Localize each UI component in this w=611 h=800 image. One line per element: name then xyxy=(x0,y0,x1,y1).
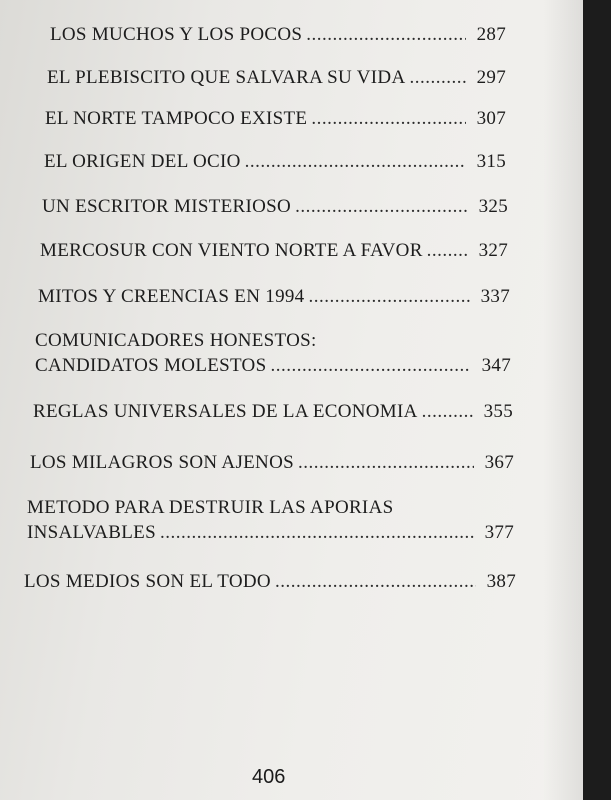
toc-entry-page: 367 xyxy=(484,452,514,473)
dot-leader xyxy=(298,452,474,474)
toc-entry xyxy=(24,571,516,593)
dot-leader xyxy=(409,67,466,89)
toc-entry-page: 347 xyxy=(481,355,511,376)
dot-leader xyxy=(270,355,471,377)
toc-entry-page: 307 xyxy=(476,108,506,129)
toc-entry-title: MITOS Y CREENCIAS EN 1994 xyxy=(38,286,305,307)
toc-entry-page: 327 xyxy=(478,240,508,261)
page-number: 406 xyxy=(252,766,286,788)
toc-entry xyxy=(27,497,514,544)
toc-entry-page: 377 xyxy=(484,522,514,543)
toc-entry-title: LOS MUCHOS Y LOS POCOS xyxy=(50,24,303,45)
dot-leader xyxy=(427,240,468,262)
toc-entry xyxy=(38,286,510,308)
toc-entry-title: EL NORTE TAMPOCO EXISTE xyxy=(45,108,308,129)
toc-entry xyxy=(40,240,508,262)
toc-entry-title: EL PLEBISCITO QUE SALVARA SU VIDA xyxy=(47,67,406,88)
toc-entry-title: LOS MEDIOS SON EL TODO xyxy=(24,571,271,592)
toc-entry-title: REGLAS UNIVERSALES DE LA ECONOMIA xyxy=(33,401,418,422)
toc-entry-page: 337 xyxy=(480,286,510,307)
dot-leader xyxy=(275,571,476,593)
toc-entry xyxy=(50,24,506,46)
toc-entry-page: 355 xyxy=(483,401,513,422)
toc-entry xyxy=(35,330,511,377)
toc-entry-title-line1: COMUNICADORES HONESTOS: xyxy=(35,330,317,351)
dot-leader xyxy=(295,196,468,218)
toc-entry-page: 287 xyxy=(476,24,506,45)
toc-entry-page: 315 xyxy=(476,151,506,172)
toc-entry-title: MERCOSUR CON VIENTO NORTE A FAVOR xyxy=(40,240,423,261)
toc-entry-page: 297 xyxy=(476,67,506,88)
toc-entry-title: LOS MILAGROS SON AJENOS xyxy=(30,452,294,473)
dot-leader xyxy=(160,522,474,544)
dot-leader xyxy=(311,108,466,130)
toc-entry-title: UN ESCRITOR MISTERIOSO xyxy=(42,196,292,217)
toc-entry xyxy=(42,196,508,218)
toc-entry xyxy=(30,452,514,474)
toc-entry xyxy=(45,108,506,130)
toc-entry xyxy=(44,151,506,173)
dot-leader xyxy=(306,24,466,46)
dot-leader xyxy=(245,151,466,173)
toc-entry-title: EL ORIGEN DEL OCIO xyxy=(44,151,241,172)
toc-entry xyxy=(33,401,513,423)
toc-entry xyxy=(47,67,506,89)
toc-entry-title: INSALVABLES xyxy=(27,522,156,543)
toc-entry-title: CANDIDATOS MOLESTOS xyxy=(35,355,267,376)
dot-leader xyxy=(308,286,470,308)
dot-leader xyxy=(422,401,473,423)
toc-entry-page: 387 xyxy=(486,571,516,592)
toc-entry-title-line1: METODO PARA DESTRUIR LAS APORIAS xyxy=(27,497,394,518)
toc-entry-page: 325 xyxy=(478,196,508,217)
